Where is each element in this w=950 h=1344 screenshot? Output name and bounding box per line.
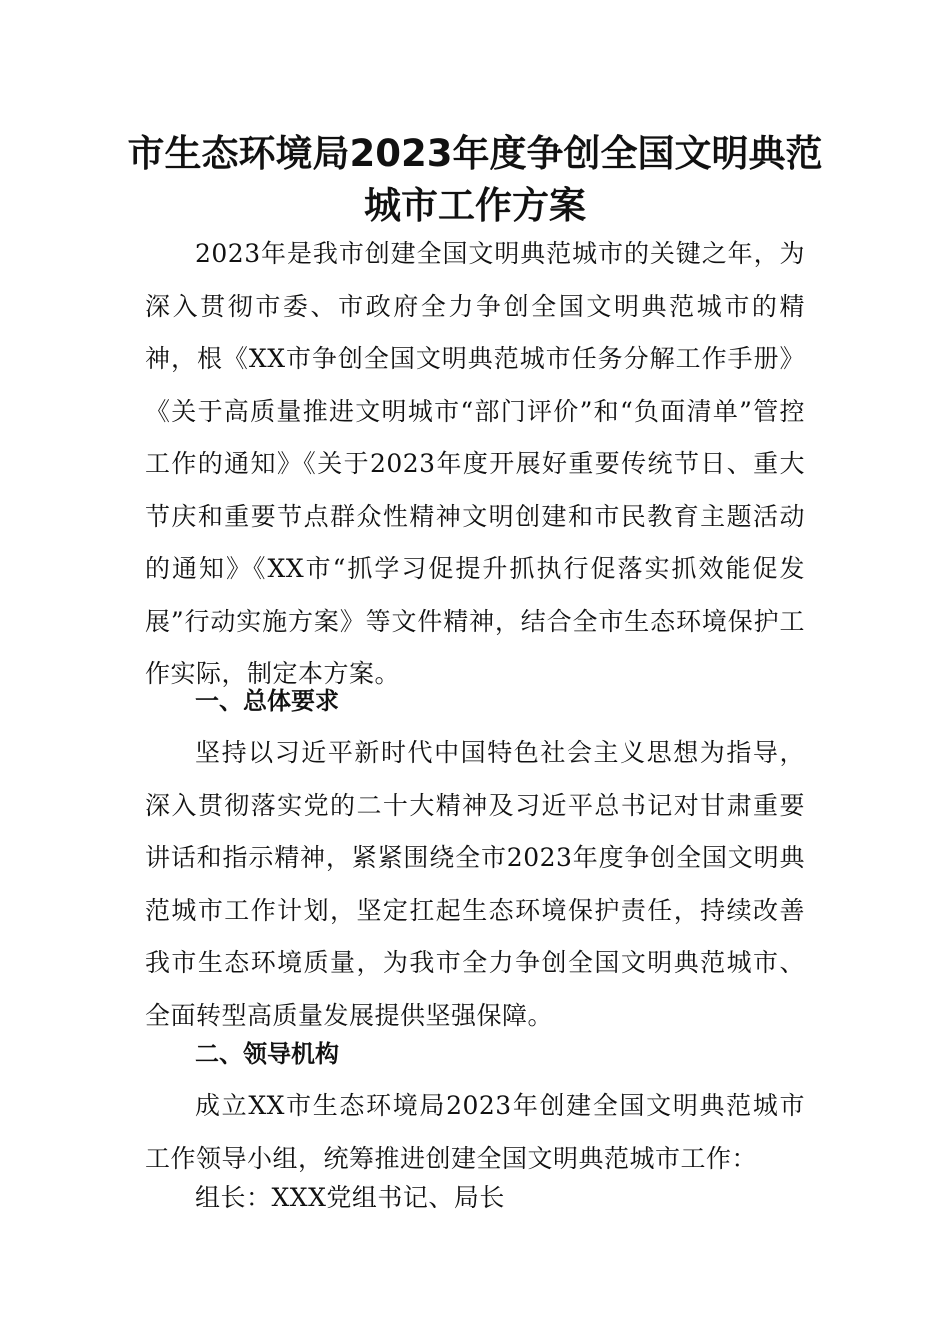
intro-paragraph: 2023年是我市创建全国文明典范城市的关键之年，为深入贯彻市委、市政府全力争创全国文明典范城市的精神，根《XX市争创全国文明典范城市任务分解工作手册》《关于高质量推进文明城市“部门评价”和“负面清单”管控工作的通知》《关于2023年度开展好重要传统节日、重大节庆和重要节点群众性精神文明创建和市民教育主题活动的通知》《XX市“抓学习促提升抓执行促落实抓效能促发展”行动实施方案》等文件精神，结合全市生态环境保护工作实际，制定本方案。 — [145, 239, 805, 688]
section-heading-general-requirements: 一、总体要求 — [195, 687, 339, 715]
document-title-line-1: 市生态环境局2023年度争创全国文明典范 — [127, 132, 823, 175]
leader-line: 组长：XXX党组书记、局长 — [195, 1183, 505, 1212]
general-requirements-paragraph: 坚持以习近平新时代中国特色社会主义思想为指导，深入贯彻落实党的二十大精神及习近平总书记对甘肃重要讲话和指示精神，紧紧围绕全市2023年度争创全国文明典范城市工作计划，坚定扛起生态环境保护责任，持续改善我市生态环境质量，为我市全力争创全国文明典范城市、全面转型高质量发展提供坚强保障。 — [145, 738, 805, 1030]
document-title-line-2: 城市工作方案 — [364, 184, 586, 227]
section-heading-leadership: 二、领导机构 — [195, 1040, 339, 1068]
leadership-paragraph: 成立XX市生态环境局2023年创建全国文明典范城市工作领导小组，统筹推进创建全国文明典范城市工作： — [145, 1091, 805, 1173]
